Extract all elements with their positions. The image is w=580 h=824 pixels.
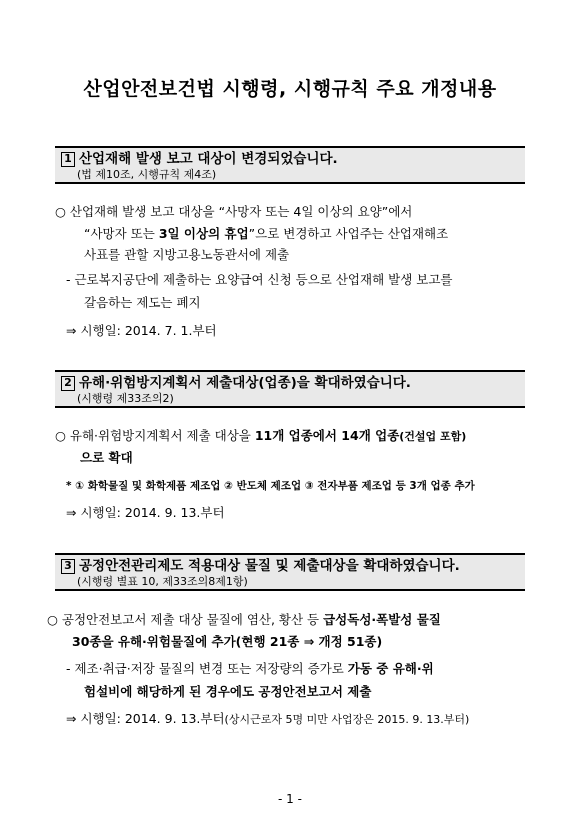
s2-line-1: ○ 유해·위험방지계획서 제출 대상을 11개 업종에서 14개 업종(건설업 포함) <box>55 428 467 443</box>
s2-footnote: * ① 화학물질 및 화학제품 제조업 ② 반도체 제조업 ③ 전자부품 제조업 등 3개 업종 추가 <box>66 480 475 492</box>
section-3-heading: 3 공정안전관리제도 적용대상 물질 및 제출대상을 확대하였습니다. <box>61 558 525 575</box>
section-1-header <box>55 146 525 184</box>
s1-line-3: 사표를 관할 지방고용노동관서에 제출 <box>84 247 290 262</box>
page-title: 산업안전보건법 시행령, 시행규칙 주요 개정내용 <box>83 78 497 100</box>
section-1-heading: 1 산업재해 발생 보고 대상이 변경되었습니다. <box>61 151 525 168</box>
s2-effective-date: ⇒ 시행일: 2014. 9. 13.부터 <box>66 505 225 520</box>
section-number: 3 <box>61 559 75 574</box>
section-number: 2 <box>61 376 75 391</box>
s3-effective-date: ⇒ 시행일: 2014. 9. 13.부터(상시근로자 5명 미만 사업장은 2015. 9. 13.부터) <box>66 711 470 726</box>
page-number: - 1 - <box>278 792 302 806</box>
section-2-reference: (시행령 제33조의2) <box>77 392 174 405</box>
s1-line-4: - 근로복지공단에 제출하는 요양급여 신청 등으로 산업재해 발생 보고를 <box>66 272 453 287</box>
s3-line-1: ○ 공정안전보고서 제출 대상 물질에 염산, 황산 등 급성독성·폭발성 물질 <box>47 612 441 627</box>
section-1-reference: (법 제10조, 시행규칙 제4조) <box>77 168 217 181</box>
section-3-reference: (시행령 별표 10, 제33조의8제1항) <box>77 575 248 588</box>
section-number: 1 <box>61 152 75 167</box>
s1-line-1: ○ 산업재해 발생 보고 대상을 “사망자 또는 4일 이상의 요양”에서 <box>55 204 413 219</box>
s1-effective-date: ⇒ 시행일: 2014. 7. 1.부터 <box>66 323 217 338</box>
section-3-header <box>55 553 525 591</box>
s3-line-4: 험설비에 해당하게 된 경우에도 공정안전보고서 제출 <box>84 684 372 699</box>
s1-line-5: 갈음하는 제도는 폐지 <box>84 295 201 310</box>
s3-line-2: 30종을 유해·위험물질에 추가(현행 21종 ⇒ 개정 51종) <box>72 634 383 649</box>
s1-line-2: “사망자 또는 3일 이상의 휴업”으로 변경하고 사업주는 산업재해조 <box>84 226 449 241</box>
section-2-header <box>55 370 525 408</box>
s3-line-3: - 제조·취급·저장 물질의 변경 또는 저장량의 증가로 가동 중 유해·위 <box>66 661 434 676</box>
s2-line-2: 으로 확대 <box>80 450 133 465</box>
section-2-heading: 2 유해·위험방지계획서 제출대상(업종)을 확대하였습니다. <box>61 375 525 392</box>
